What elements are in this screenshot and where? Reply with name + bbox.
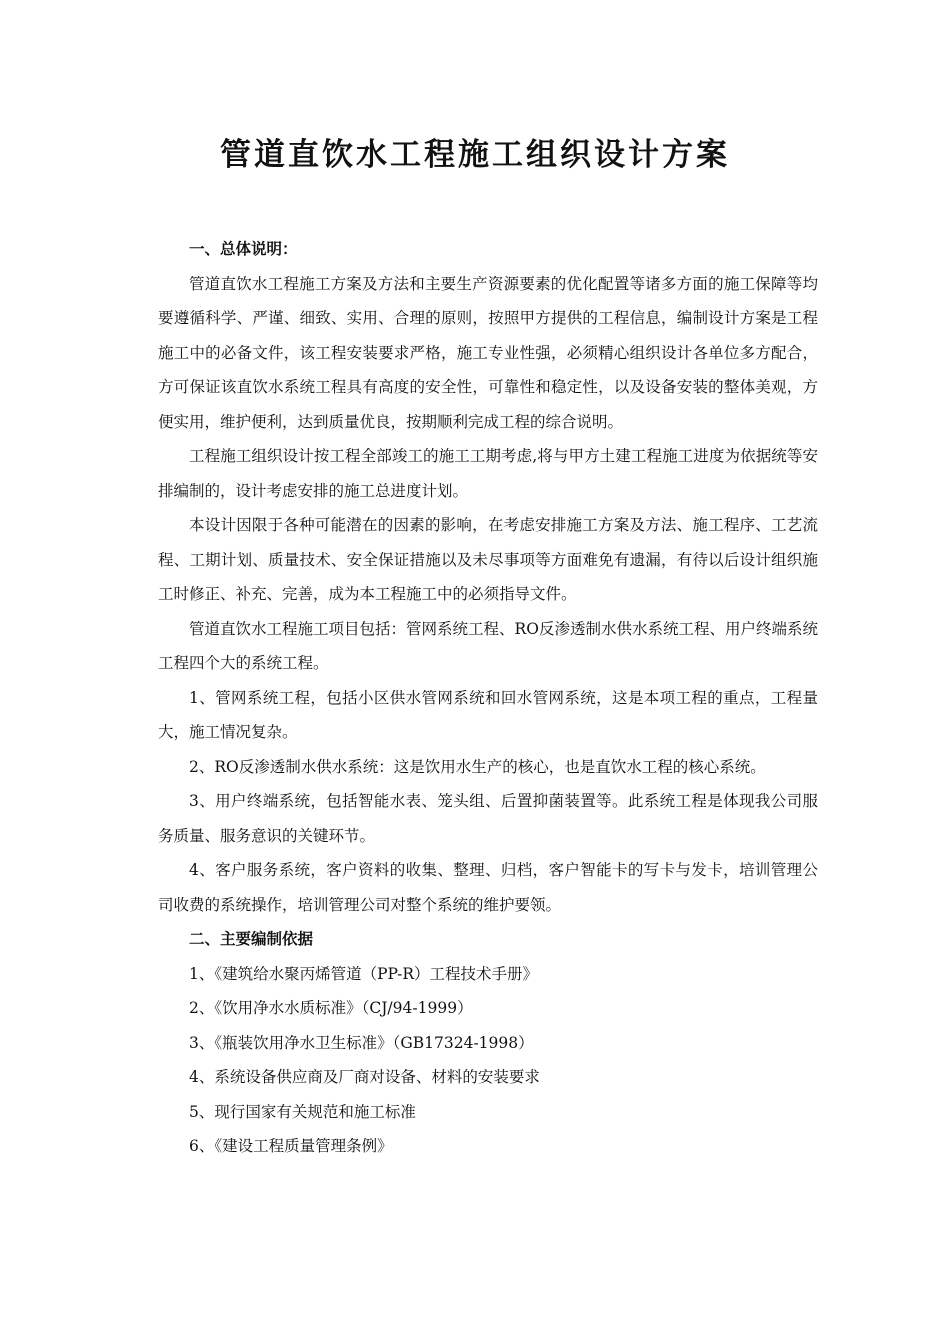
section-heading-overview: 一、总体说明： <box>189 240 298 258</box>
paragraph: 管道直饮水工程施工项目包括：管网系统工程、RO反渗透制水供水系统工程、用户终端系统工程四个大的系统工程。 <box>158 619 818 672</box>
list-item: 5、现行国家有关规范和施工标准 <box>189 1102 416 1121</box>
section-heading-basis: 二、主要编制依据 <box>189 930 314 948</box>
paragraph: 4、客户服务系统，客户资料的收集、整理、归档，客户智能卡的写卡与发卡，培训管理公司收费的系统操作，培训管理公司对整个系统的维护要领。 <box>158 861 818 914</box>
document-body <box>158 232 818 1164</box>
list-item: 6、《建设工程质量管理条例》 <box>189 1137 393 1155</box>
paragraph: 3、用户终端系统，包括智能水表、笼头组、后置抑菌装置等。此系统工程是体现我公司服务质量、服务意识的关键环节。 <box>158 792 818 845</box>
list-item: 4、系统设备供应商及厂商对设备、材料的安装要求 <box>189 1068 540 1086</box>
list-item: 2、《饮用净水水质标准》（CJ/94-1999） <box>189 999 473 1017</box>
document-title: 管道直饮水工程施工组织设计方案 <box>220 137 730 173</box>
paragraph: 管道直饮水工程施工方案及方法和主要生产资源要素的优化配置等诸多方面的施工保障等均要遵循科学、严谨、细致、实用、合理的原则，按照甲方提供的工程信息，编制设计方案是工程施工中的必备文件，该工程安装要求严格，施工专业性强，必须精心组织设计各单位多方配合，方可保证该直饮水系统工程具有高度的安全性，可靠性和稳定性，以及设备安装的整体美观，方便实用，维护便利，达到质量优良，按期顺利完成工程的综合说明。 <box>158 274 818 431</box>
list-item: 3、《瓶装饮用净水卫生标准》（GB17324-1998） <box>189 1033 534 1052</box>
paragraph: 1、管网系统工程，包括小区供水管网系统和回水管网系统，这是本项工程的重点，工程量大，施工情况复杂。 <box>158 688 818 741</box>
paragraph: 工程施工组织设计按工程全部竣工的施工工期考虑,将与甲方土建工程施工进度为依据统等安排编制的，设计考虑安排的施工总进度计划。 <box>158 447 818 500</box>
paragraph: 2、RO反渗透制水供水系统：这是饮用水生产的核心，也是直饮水工程的核心系统。 <box>189 757 766 776</box>
paragraph: 本设计因限于各种可能潜在的因素的影响，在考虑安排施工方案及方法、施工程序、工艺流程、工期计划、质量技术、安全保证措施以及未尽事项等方面难免有遗漏，有待以后设计组织施工时修正、补充、完善，成为本工程施工中的必须指导文件。 <box>158 516 818 603</box>
list-item: 1、《建筑给水聚丙烯管道（PP-R）工程技术手册》 <box>189 964 539 983</box>
